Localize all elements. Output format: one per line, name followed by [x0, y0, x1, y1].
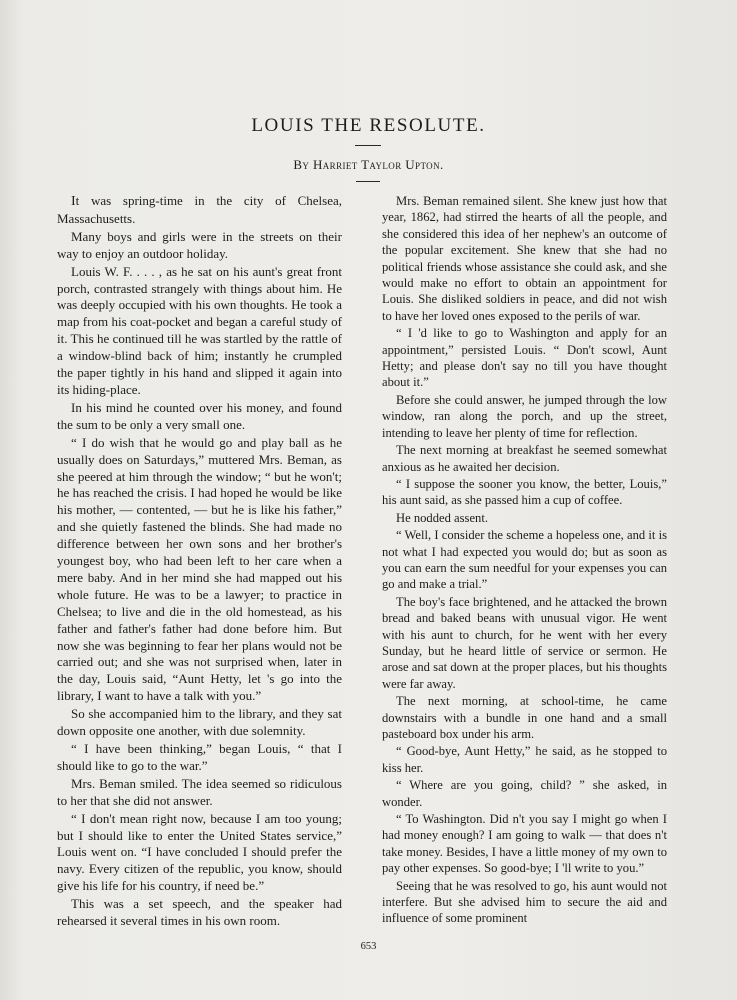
paragraph: This was a set speech, and the speaker had rehearsed it several times in his own room. [57, 896, 342, 929]
paragraph: Before she could answer, he jumped through the low window, ran along the porch, and up the street, intending to leave her plenty of time for reflection. [382, 392, 667, 440]
paragraph: The boy's face brightened, and he attacked the brown bread and baked beans with unusual vigor. He went with his aunt to church, for he went with her every Sunday, but he heard little of service or sermon. He arose and sat down at the proper places, but his thoughts were far away. [382, 594, 667, 691]
byline-rule [356, 181, 380, 182]
byline-text: By Harriet Taylor Upton. [293, 157, 444, 172]
paragraph: Mrs. Beman remained silent. She knew just how that year, 1862, had stirred the hearts of all the people, and she considered this idea of her nephew's an outcome of the popular excitement. She knew that she had no political friends whose assistance she could ask, and she would make no effort to obtain an appointment for Louis. She disliked soldiers in peace, and did not wish to have her loved ones exposed to the perils of war. [382, 194, 667, 323]
page-number: 653 [360, 941, 377, 952]
left-column [57, 193, 342, 930]
paragraph: “ Well, I consider the scheme a hopeless one, and it is not what I had expected you would do; but as soon as you can earn the sum needful for your expenses you can go and make a trial.” [382, 528, 667, 592]
paragraph: He nodded assent. [396, 510, 488, 525]
paragraph: Seeing that he was resolved to go, his aunt would not interfere. But she advised him to secure the aid and influence of some prominent [382, 878, 667, 926]
paragraph: The next morning, at school-time, he came downstairs with a bundle in one hand and a small pasteboard box under his arm. [382, 694, 667, 741]
paragraph: “ To Washington. Did n't you say I might go when I had money enough? I am going to walk — that does n't take money. Besides, I have a little money of my own to pay other expenses. So good-bye; I 'll write to you.” [382, 812, 667, 876]
title-rule [355, 145, 381, 146]
article-title: LOUIS THE RESOLUTE. [251, 115, 486, 136]
paragraph: “ I 'd like to go to Washington and apply for an appointment,” persisted Louis. “ Don't scowl, Aunt Hetty; and please don't say no till you have thought about it.” [382, 326, 667, 390]
paragraph: Mrs. Beman smiled. The idea seemed so ridiculous to her that she did not answer. [57, 775, 342, 808]
article-byline [0, 157, 737, 173]
paragraph: Many boys and girls were in the streets on their way to enjoy an outdoor holiday. [57, 228, 342, 261]
paragraph: “ Good-bye, Aunt Hetty,” he said, as he stopped to kiss her. [382, 744, 667, 775]
paragraph: In his mind he counted over his money, and found the sum to be only a very small one. [57, 399, 342, 432]
paragraph: “ I don't mean right now, because I am too young; but I should like to enter the United States service,” Louis went on. “I have concluded I should prefer the navy. Every citizen of the republic, you know, should give his life for his country, if need be.” [57, 810, 342, 894]
paragraph: “ I suppose the sooner you know, the better, Louis,” his aunt said, as she passed him a cup of coffee. [382, 476, 667, 508]
paragraph: So she accompanied him to the library, and they sat down opposite one another, with due solemnity. [57, 706, 342, 739]
paragraph: Louis W. F. . . . , as he sat on his aunt's great front porch, contrasted strangely with things about him. He was deeply occupied with his own thoughts. He took a map from his coat-pocket and began a careful study of it. This he continued till he was startled by the rattle of a window-blind back of him; instantly he crumpled the paper tightly in his hand and slipped it again into its hiding-place. [57, 263, 342, 397]
right-column [382, 193, 667, 927]
paragraph: “ Where are you going, child? ” she asked, in wonder. [382, 778, 667, 809]
paragraph: It was spring-time in the city of Chelsea, Massachusetts. [57, 193, 342, 226]
paragraph: The next morning at breakfast he seemed somewhat anxious as he awaited her decision. [382, 443, 667, 474]
paragraph: “ I do wish that he would go and play ball as he usually does on Saturdays,” muttered Mrs. Beman, as she peered at him through the window; “ but he won't; he has reached the crisis. I had hoped he would be like his mother, — contented, — but he is like his father,” and she quietly fastened the blinds. She had made no difference between her own sons and her brother's youngest boy, who had been left to her care when a mere baby. And in her mind she had mapped out his whole future. He was to be a lawyer; to practice in Chelsea; to live and die in the old homestead, as his father and father's father had done before him. But now she was beginning to fear her plans would not be carried out; and she was not surprised when, later in the day, Louis said, “Aunt Hetty, let 's go into the library, I want to have a talk with you.” [57, 434, 342, 704]
paragraph: “ I have been thinking,” began Louis, “ that I should like to go to the war.” [57, 741, 342, 773]
